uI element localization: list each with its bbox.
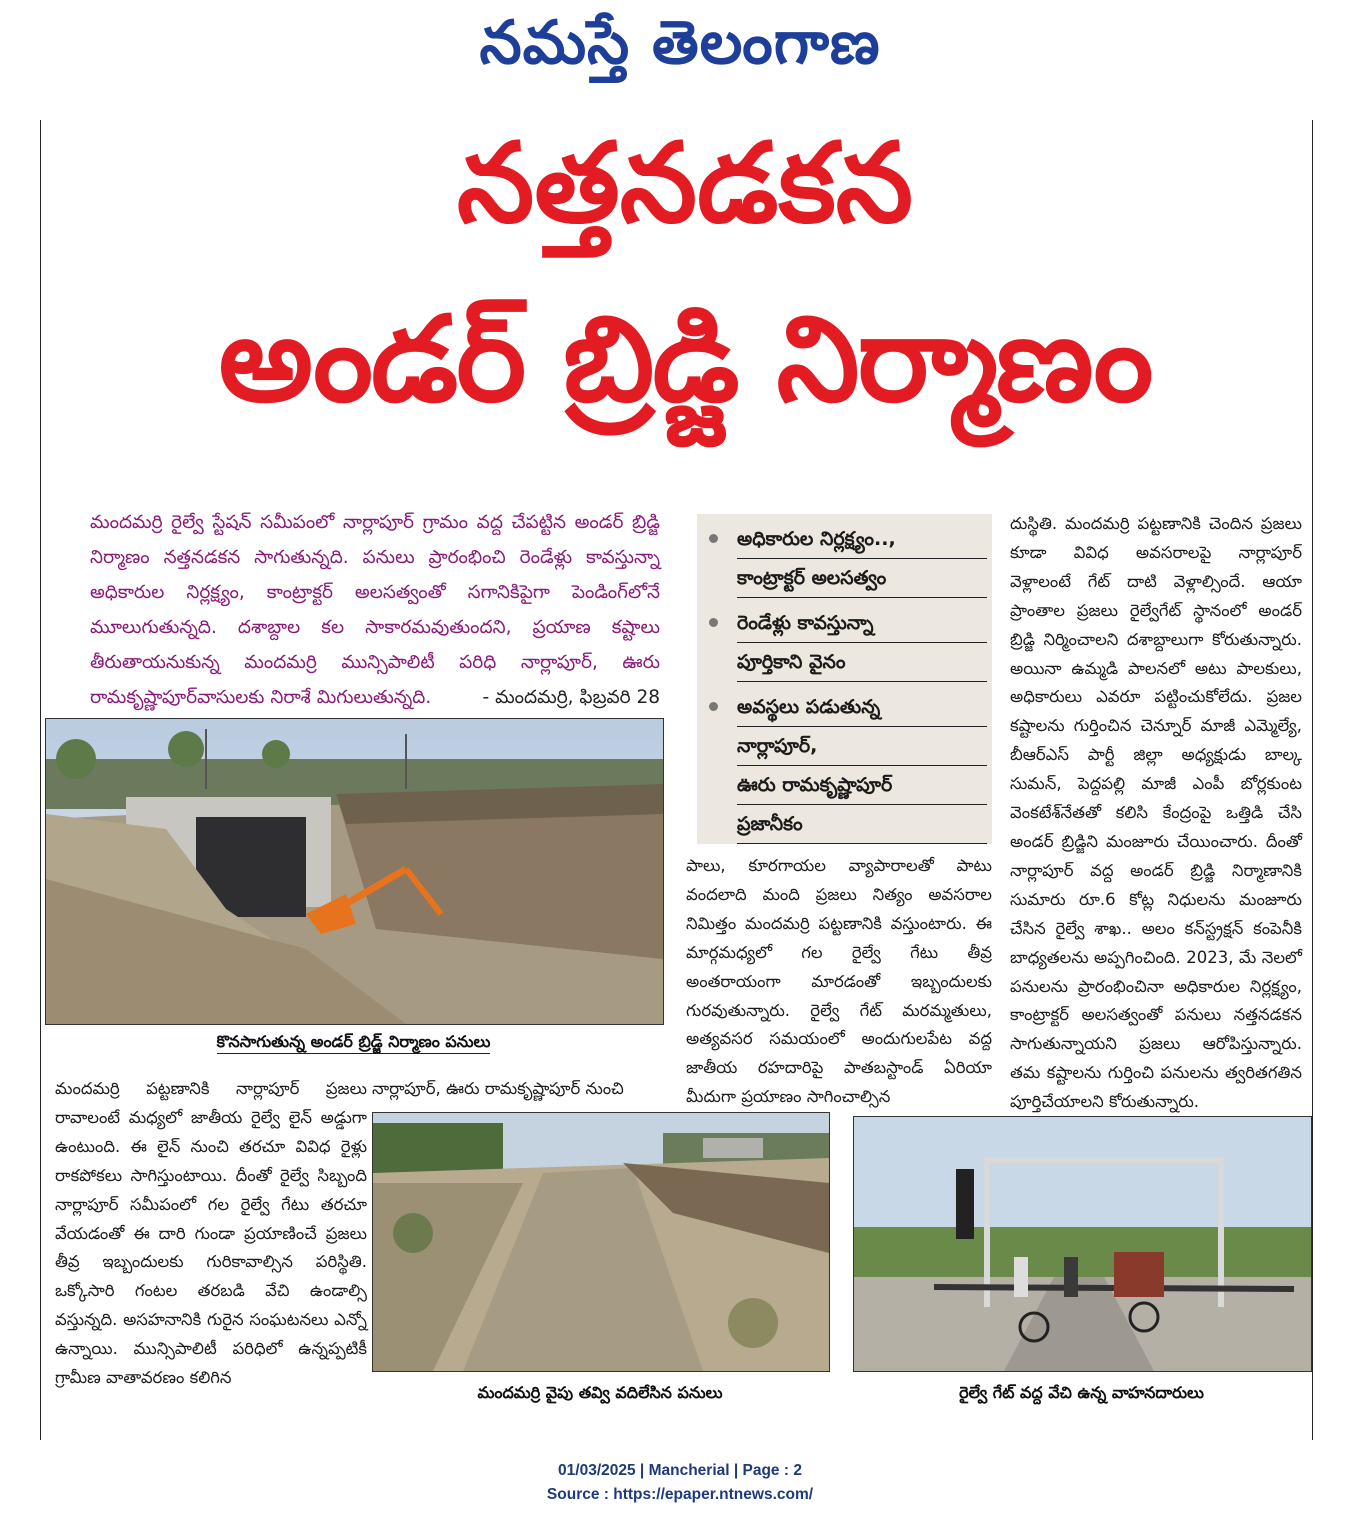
lead-text: మందమర్రి రైల్వే స్టేషన్ సమీపంలో నార్లాపూర్ గ్రామం వద్ద చేపట్టిన అండర్ బ్రిడ్జి నిర్మాణం నత్తనడకన సాగుతున్నది. పనులు ప్రారంభించి రెండేళ్లు కావస్తున్నా అధికారుల నిర్లక్ష్యం, కాంట్రాక్టర్ అలసత్వంతో సగానికిపైగా పెండింగ్‌లోనే మూలుగుతున్నది. దశాబ్దాల కల సాకారమవుతుందని, ప్రయాణ కష్టాలు తీరుతాయనుకున్న మందమర్రి మున్సిపాలిటీ పరిధి నార్లాపూర్, ఊరు రామకృష్ణాపూర్‌వాసులకు నిరాశే మిగులుతున్నది. (90, 512, 660, 708)
highlight-3-line-3: ఊరు రామకృష్ణాపూర్ (737, 766, 987, 805)
highlight-3-line-4: ప్రజానీకం (737, 805, 987, 844)
bullet-dot-icon (709, 618, 718, 627)
photo-underbridge-construction (45, 718, 664, 1025)
highlight-1-line-1: అధికారుల నిర్లక్ష్యం.., (737, 520, 987, 559)
caption-photo-2: మందమర్రి వైపు తవ్వి వదిలేసిన పనులు (477, 1383, 723, 1402)
highlight-2 (737, 604, 987, 682)
highlights-box (697, 514, 992, 844)
highlight-1 (737, 520, 987, 598)
dateline: - మందమర్రి, ఫిబ్రవరి 28 (482, 687, 660, 708)
photo-3-illustration (854, 1117, 1311, 1371)
highlight-2-line-2: పూర్తికాని వైనం (737, 643, 987, 682)
footer-edition-info: 01/03/2025 | Mancherial | Page : 2 (558, 1462, 802, 1479)
headline-line-1: నత్తనడకన (456, 119, 914, 247)
footer-source: Source : https://epaper.ntnews.com/ (546, 1486, 814, 1503)
body-column-left: మందమర్రి పట్టణానికి నార్లాపూర్ ప్రజలు రావాలంటే మధ్యలో జాతీయ రైల్వే లైన్ అడ్డుగా ఉంటుంది. ఈ లైన్ నుంచి తరచూ వివిధ రైళ్లు రాకపోకలు సాగిస్తుంటాయి. దీంతో రైల్వే సిబ్బంది నార్లాపూర్ సమీపంలో గల రైల్వే గేటు తరచూ వేయడంతో ఈ దారి గుండా ప్రయాణించే ప్రజలు తీవ్ర ఇబ్బందులకు గురికావాల్సిన పరిస్థితి. ఒక్కోసారి గంటల తరబడి వేచి ఉండాల్సి వస్తున్నది. అసహనానికి గురైన సంఘటనలు ఎన్నో ఉన్నాయి. మున్సిపాలిటీ పరిధిలో ఉన్నప్పటికీ గ్రామీణ వాతావరణం కలిగిన (55, 1079, 367, 1388)
photo-2-illustration (373, 1113, 829, 1371)
body-column-right: దుస్థితి. మందమర్రి పట్టణానికి చెందిన ప్రజలు కూడా వివిధ అవసరాలపై నార్లాపూర్ వెళ్లాలంటే గేట్ దాటి వెళ్లాల్సిందే. ఆయా ప్రాంతాల ప్రజలు రైల్వేగేట్ స్థానంలో అండర్ బ్రిడ్జి నిర్మించాలని దశాబ్దాలుగా కోరుతున్నారు. అయినా ఉమ్మడి పాలనలో అటు పాలకులు, అధికారులు ఎవరూ పట్టించుకోలేదు. ప్రజల కష్టాలను గుర్తించిన చెన్నూర్ మాజీ ఎమ్మెల్యే, బీఆర్ఎస్ పార్టీ జిల్లా అధ్యక్షుడు బాల్క సుమన్, పెద్దపల్లి మాజీ ఎంపీ బోర్లకుంట వెంకటేశ్‌నేతతో కలిసి కేంద్రంపై ఒత్తిడి చేసి అండర్ బ్రిడ్జిని మంజూరు చేయించారు. దీంతో నార్లాపూర్ వద్ద అండర్ బ్రిడ్జి నిర్మాణానికి సుమారు రూ.6 కోట్ల నిధులను మంజూరు చేసిన రైల్వే శాఖ.. అలం కన్‌స్ట్రక్షన్ కంపెనీకి బాధ్యతలను అప్పగించింది. 2023, మే నెలలో పనులను ప్రారంభించినా అధికారుల నిర్లక్ష్యం, కాంట్రాక్టర్ అలసత్వంతో పనులు నత్తనడకన సాగుతున్నాయని ప్రజలు ఆరోపిస్తున్నారు. తమ కష్టాలను గుర్తించి పనులను త్వరితగతిన పూర్తిచేయాలని కోరుతున్నారు. (1010, 514, 1302, 1112)
bullet-dot-icon (709, 702, 718, 711)
lead-paragraph (90, 505, 660, 715)
caption-photo-3: రైల్వే గేట్ వద్ద వేచి ఉన్న వాహనదారులు (959, 1383, 1204, 1402)
caption-photo-1-text: కొనసాగుతున్న అండర్ బ్రిడ్జ్ నిర్మాణం పనులు (217, 1032, 491, 1054)
bullet-dot-icon (709, 534, 718, 543)
headline-line-2: అండర్ బ్రిడ్జి నిర్మాణం (218, 290, 1152, 428)
masthead-logo: నమస్తే తెలంగాణ (479, 8, 881, 78)
body-column-middle: పాలు, కూరగాయల వ్యాపారాలతో పాటు వందలాది మంది ప్రజలు నిత్యం అవసరాల నిమిత్తం మందమర్రి పట్టణానికి వస్తుంటారు. ఈ మార్గమధ్యలో గల రైల్వే గేటు తీవ్ర అంతరాయంగా మారడంతో ఇబ్బందులకు గురవుతున్నారు. రైల్వే గేట్ మరమ్మతులు, అత్యవసర సమయంలో అందుగులపేట వద్ద జాతీయ రహదారిపై పాతబస్టాండ్ ఏరియా మీదుగా ప్రయాణం సాగించాల్సిన (686, 856, 992, 1107)
photo-1-illustration (46, 719, 663, 1024)
body-column-middle-top: నార్లాపూర్, ఊరు రామకృష్ణాపూర్ నుంచి (372, 1079, 624, 1098)
photo-railway-gate (853, 1116, 1312, 1372)
caption-photo-1 (45, 1032, 662, 1055)
highlight-2-line-1: రెండేళ్లు కావస్తున్నా (737, 604, 987, 643)
highlight-3 (737, 688, 987, 844)
photo-abandoned-excavation (372, 1112, 830, 1372)
highlight-1-line-2: కాంట్రాక్టర్ అలసత్వం (737, 559, 987, 598)
highlight-3-line-1: అవస్థలు పడుతున్న (737, 688, 987, 727)
highlight-3-line-2: నార్లాపూర్, (737, 727, 987, 766)
